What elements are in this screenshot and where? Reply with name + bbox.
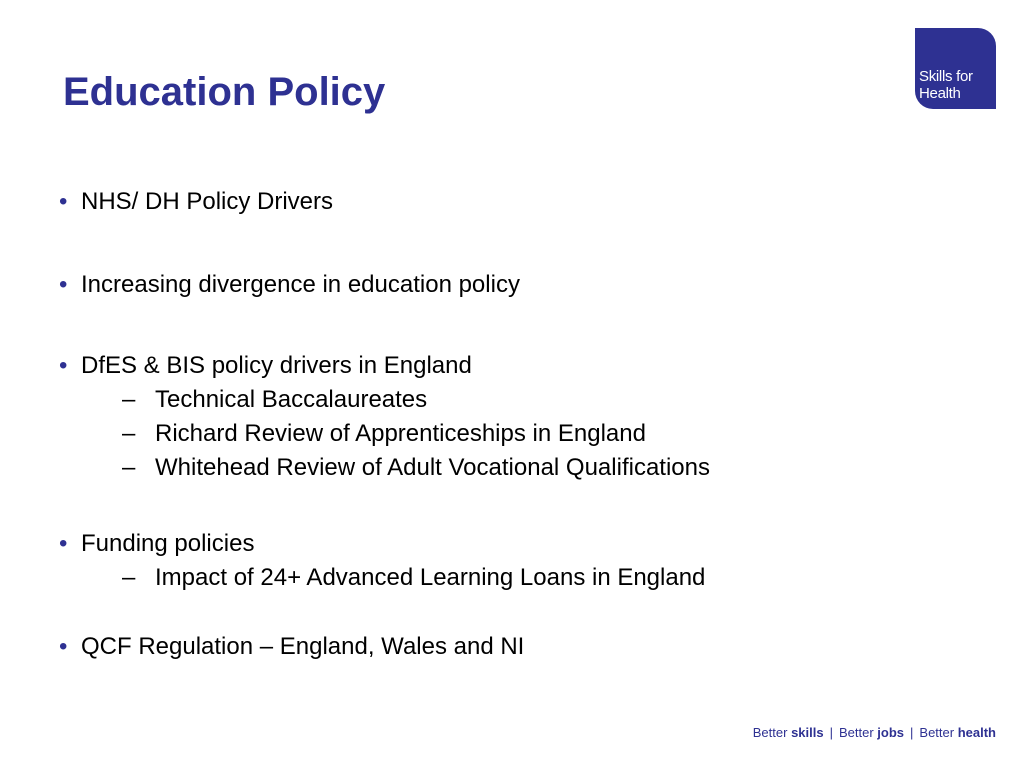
bullet-item	[59, 527, 254, 561]
footer-separator: |	[910, 725, 914, 740]
bullet-item	[59, 630, 524, 664]
sub-bullet-text: Richard Review of Apprenticeships in England	[155, 420, 646, 447]
footer-part-skills: Better skills	[752, 725, 824, 740]
sub-bullet-text: Technical Baccalaureates	[155, 386, 428, 413]
bullet-text: NHS/ DH Policy Drivers	[81, 188, 334, 215]
sub-bullet-list	[122, 383, 710, 485]
slide-title: Education Policy	[63, 70, 386, 114]
footer-separator: |	[829, 725, 833, 740]
bullet-item	[59, 185, 333, 219]
bullet-text: Funding policies	[81, 530, 255, 557]
footer-tagline	[753, 725, 996, 740]
bullet-text: Increasing divergence in education policy	[81, 271, 520, 298]
bullet-dot: •	[59, 530, 68, 557]
sub-bullet-dash: –	[122, 564, 136, 591]
bullet-dot: •	[59, 188, 68, 215]
sub-bullet-item	[122, 451, 710, 485]
sub-bullet-list	[122, 561, 705, 595]
bullet-dot: •	[59, 352, 68, 379]
bullet-item	[59, 349, 472, 383]
sub-bullet-text: Impact of 24+ Advanced Learning Loans in England	[155, 564, 706, 591]
logo-line-2: Health	[919, 85, 961, 102]
bullet-dot: •	[59, 633, 68, 660]
sub-bullet-dash: –	[122, 420, 136, 447]
sub-bullet-dash: –	[122, 454, 136, 481]
bullet-item	[59, 268, 520, 302]
bullet-text: DfES & BIS policy drivers in England	[81, 352, 472, 379]
logo-line-1: Skills for	[919, 68, 973, 85]
sub-bullet-item	[122, 383, 710, 417]
footer-part-health: Better health	[919, 725, 996, 740]
bullet-dot: •	[59, 271, 68, 298]
sub-bullet-item	[122, 561, 705, 595]
sub-bullet-dash: –	[122, 386, 136, 413]
sub-bullet-text: Whitehead Review of Adult Vocational Qualifications	[155, 454, 710, 481]
sub-bullet-item	[122, 417, 710, 451]
bullet-text: QCF Regulation – England, Wales and NI	[81, 633, 525, 660]
footer-part-jobs: Better jobs	[838, 725, 905, 740]
skills-for-health-logo	[915, 28, 996, 109]
